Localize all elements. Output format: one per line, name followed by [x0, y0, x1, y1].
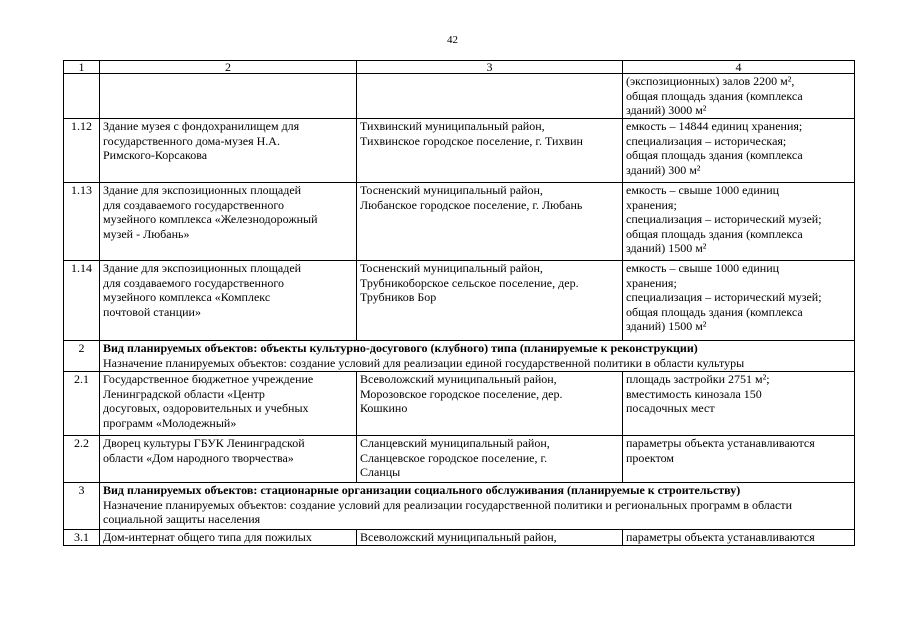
row-number: 2.1 — [64, 372, 100, 436]
header-col-4: 4 — [623, 61, 855, 74]
object-name: Дом-интернат общего типа для пожилых — [100, 530, 357, 546]
object-location: Тосненский муниципальный район, Любанское городское поселение, г. Любань — [357, 183, 623, 261]
page-number: 42 — [447, 34, 458, 46]
table-row — [64, 74, 855, 119]
category-purpose: Назначение планируемых объектов: создание условий для реализации государственной политики и региональных программ в области социальной защиты населения — [103, 497, 793, 526]
object-location: Тосненский муниципальный район, Трубникоборское сельское поселение, дер. Трубников Бор — [357, 261, 623, 341]
object-name: Государственное бюджетное учреждение Ленинградской области «Центр досуговых, оздоровительных и учебных программ «Молодежный» — [100, 372, 357, 436]
category-cell — [100, 483, 855, 530]
table-row — [64, 530, 855, 546]
object-name: Здание музея с фондохранилищем для государственного дома-музея Н.А. Римского-Корсакова — [100, 119, 357, 183]
category-title: Вид планируемых объектов: объекты культурно-досугового (клубного) типа (планируемые к реконструкции) — [103, 341, 698, 355]
object-parameters: площадь застройки 2751 м²; вместимость кинозала 150 посадочных мест — [623, 372, 855, 436]
row-number — [64, 74, 100, 119]
table-row — [64, 436, 855, 483]
table-row — [64, 372, 855, 436]
header-col-3: 3 — [357, 61, 623, 74]
category-cell — [100, 341, 855, 372]
category-row — [64, 483, 855, 530]
object-location: Тихвинский муниципальный район, Тихвинское городское поселение, г. Тихвин — [357, 119, 623, 183]
object-name: Здание для экспозиционных площадей для создаваемого государственного музейного комплекса «Железнодорожный музей - Любань» — [100, 183, 357, 261]
object-location: Всеволожский муниципальный район, Морозовское городское поселение, дер. Кошкино — [357, 372, 623, 436]
object-location: Всеволожский муниципальный район, — [357, 530, 623, 546]
category-purpose: Назначение планируемых объектов: создание условий для реализации единой государственной политики в области культуры — [103, 355, 745, 370]
object-parameters: (экспозиционных) залов 2200 м², общая площадь здания (комплекса зданий) 3000 м² — [623, 74, 855, 119]
object-parameters: емкость – свыше 1000 единиц хранения; специализация – исторический музей; общая площадь здания (комплекса зданий) 1500 м² — [623, 261, 855, 341]
row-number: 2.2 — [64, 436, 100, 483]
object-location: Сланцевский муниципальный район, Сланцевское городское поселение, г. Сланцы — [357, 436, 623, 483]
object-parameters: параметры объекта устанавливаются — [623, 530, 855, 546]
row-number: 1.13 — [64, 183, 100, 261]
object-parameters: емкость – свыше 1000 единиц хранения; специализация – исторический музей; общая площадь здания (комплекса зданий) 1500 м² — [623, 183, 855, 261]
table-row — [64, 183, 855, 261]
object-parameters: емкость – 14844 единиц хранения; специализация – историческая; общая площадь здания (комплекса зданий) 300 м² — [623, 119, 855, 183]
category-number: 2 — [64, 341, 100, 372]
row-number: 3.1 — [64, 530, 100, 546]
object-location — [357, 74, 623, 119]
object-name: Дворец культуры ГБУК Ленинградской области «Дом народного творчества» — [100, 436, 357, 483]
table-row — [64, 119, 855, 183]
planned-objects-table — [63, 60, 855, 546]
category-title: Вид планируемых объектов: стационарные организации социального обслуживания (планируемые к строительству) — [103, 483, 741, 497]
header-col-1: 1 — [64, 61, 100, 74]
header-col-2: 2 — [100, 61, 357, 74]
object-name: Здание для экспозиционных площадей для создаваемого государственного музейного комплекса «Комплекс почтовой станции» — [100, 261, 357, 341]
row-number: 1.12 — [64, 119, 100, 183]
row-number: 1.14 — [64, 261, 100, 341]
category-number: 3 — [64, 483, 100, 530]
object-parameters: параметры объекта устанавливаются проектом — [623, 436, 855, 483]
table-header-row — [64, 61, 855, 74]
category-row — [64, 341, 855, 372]
object-name — [100, 74, 357, 119]
table-row — [64, 261, 855, 341]
